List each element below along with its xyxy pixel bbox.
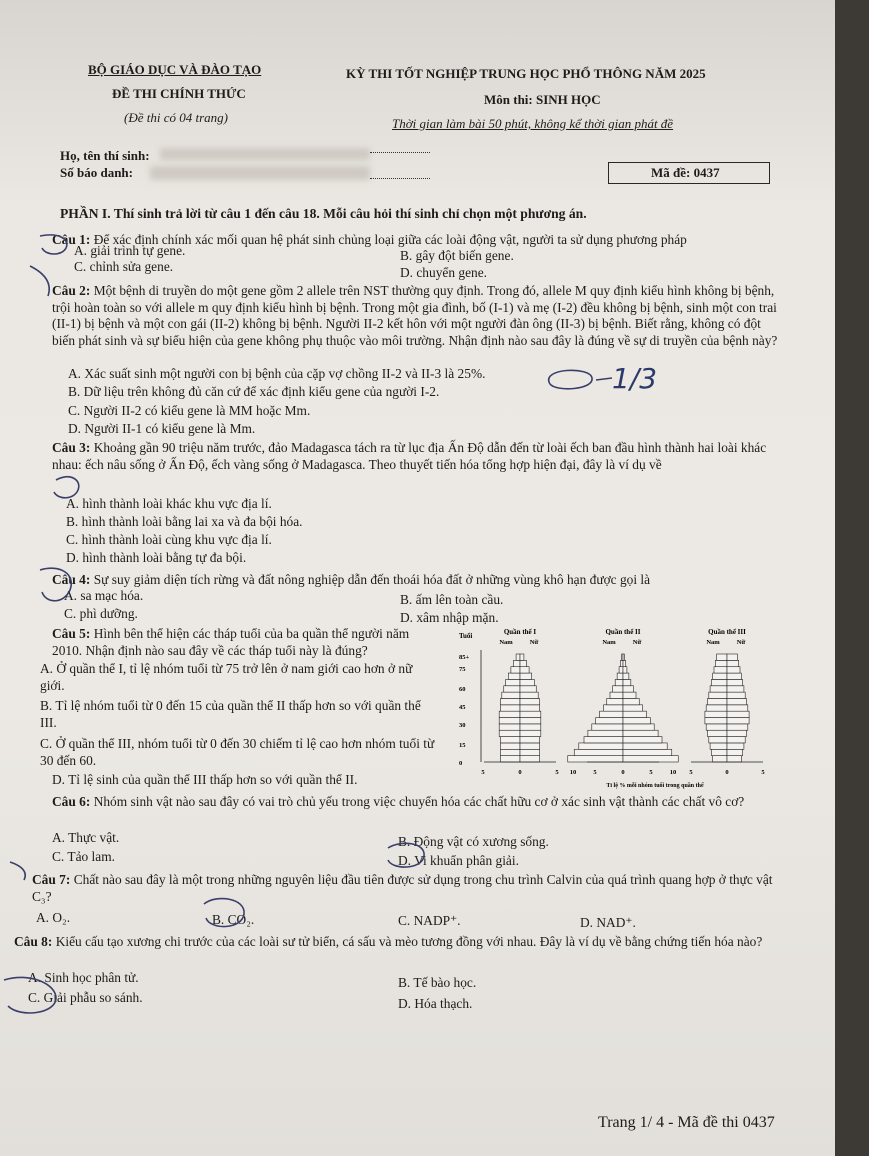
pyramid-bar-female (623, 686, 633, 692)
pyramid-bar-male (706, 705, 727, 711)
sex-label-male: Nam (499, 639, 513, 646)
y-axis-label: Tuổi (459, 632, 473, 640)
q7-option-a[interactable]: A. O₂. (36, 910, 71, 925)
question-2 (52, 283, 782, 349)
q2-stem: Một bệnh di truyền do một gene gồm 2 allele trên NST thường quy định. Trong đó, allele M quy định kiểu hình không bị bệnh, trội hoàn toàn so với allele m quy định kiểu hình bị bệnh. Trong một gia đình, bố (I-1) và mẹ (I-2) đều không bị bệnh, sinh một con trai (II-1) bị bệnh và một con gái (II-2) không bị bệnh. Người II-2 kết hôn với một người đàn ông (II-3) bị bệnh. Biết rằng, không có đột biến phát sinh và sự biểu hiện của gene không phụ thuộc vào môi trường. Nhận định nào sau đây là đúng về sự di truyền của bệnh này? (52, 283, 778, 348)
pen-circle-25 (549, 370, 592, 389)
question-7 (32, 872, 792, 905)
x-tick-label: 10 (669, 769, 677, 776)
q7-option-d[interactable]: D. NAD⁺. (580, 915, 636, 930)
pyramid-bar-male (617, 673, 623, 679)
pyramid-bar-male (516, 654, 520, 660)
q2-option-b[interactable]: B. Dữ liệu trên không đủ căn cứ để xác định kiểu gene của người I-2. (68, 384, 440, 399)
q3-number: Câu 3: (52, 440, 91, 455)
pyramid-bar-female (623, 679, 631, 685)
handwritten-note: 1/3 (612, 362, 658, 395)
pyramid-bar-male (709, 692, 727, 698)
pyramid-bar-male (619, 667, 623, 673)
pyramid-title: Quần thể III (708, 628, 746, 636)
x-tick-label: 5 (593, 769, 597, 776)
q5-option-d[interactable]: D. Tỉ lệ sinh của quần thể III thấp hơn so với quần thể II. (52, 772, 358, 787)
pyramid-bar-female (520, 743, 540, 749)
pyramid-bar-female (623, 749, 672, 755)
pyramid-bar-female (520, 654, 524, 660)
q3-option-b[interactable]: B. hình thành loài bằng lai xa và đa bội hóa. (66, 514, 303, 529)
q2-option-c[interactable]: C. Người II-2 có kiểu gene là MM hoặc Mm. (68, 403, 311, 418)
pyramid-bar-male (710, 743, 727, 749)
x-tick-label: 0 (518, 769, 522, 776)
x-tick-label: 5 (649, 769, 653, 776)
q5-number: Câu 5: (52, 626, 91, 641)
pyramid-bar-female (520, 756, 540, 762)
question-6 (52, 794, 782, 811)
pyramid-bar-male (711, 679, 727, 685)
x-tick-label: 0 (725, 769, 729, 776)
redacted-name (160, 148, 370, 160)
pyramid-bar-male (499, 711, 520, 717)
y-tick-label: 85+ (459, 654, 470, 661)
pyramid-bar-female (623, 711, 646, 717)
y-tick-label: 45 (459, 704, 466, 711)
pyramid-bar-female (727, 724, 748, 730)
sex-label-female: Nữ (736, 639, 746, 646)
pyramid-bar-male (592, 724, 623, 730)
question-4 (52, 572, 782, 589)
name-dots (370, 152, 430, 153)
q4-option-d[interactable]: D. xâm nhập mặn. (400, 610, 499, 625)
official-label: ĐỀ THI CHÍNH THỨC (112, 86, 246, 101)
q4-option-b[interactable]: B. ấm lên toàn cầu. (400, 592, 504, 607)
q3-option-c[interactable]: C. hình thành loài cùng khu vực địa lí. (66, 532, 272, 547)
pyramid-bar-female (520, 667, 529, 673)
exam-title: KỲ THI TỐT NGHIỆP TRUNG HỌC PHỔ THÔNG NĂM 2025 (346, 66, 706, 81)
pyramid-bar-male (615, 679, 623, 685)
q8-option-d[interactable]: D. Hóa thạch. (398, 996, 473, 1011)
pyramid-bar-female (727, 654, 737, 660)
subject: Môn thi: SINH HỌC (484, 92, 601, 107)
q8-option-a[interactable]: A. Sinh học phân tử. (28, 970, 139, 985)
q4-stem: Sự suy giảm diện tích rừng và đất nông nghiệp dẫn đến thoái hóa đất ở những vùng khô hạn được gọi là (93, 572, 651, 587)
q6-stem: Nhóm sinh vật nào sau đây có vai trò chủ yếu trong việc chuyển hóa các chất hữu cơ ở xác sinh vật thành các chất vô cơ? (93, 794, 745, 809)
q5-option-a[interactable]: A. Ở quần thể I, tỉ lệ nhóm tuổi từ 75 trở lên ở nam giới cao hơn ở nữ giới. (40, 661, 413, 693)
q5-stem: Hình bên thể hiện các tháp tuổi của ba quần thể người năm 2010. Nhận định nào sau đây về các tháp tuổi này là đúng? (52, 626, 410, 658)
pyramid-bar-male (579, 743, 623, 749)
q3-stem: Khoảng gần 90 triệu năm trước, đảo Madagasca tách ra từ lục địa Ấn Độ dẫn đến từ loài ếch ban đầu hình thành hai loài khác nhau: ếch nâu sống ở Ấn Độ, ếch vàng sống ở Madagasca. Theo thuyết tiến hóa tổng hợp hiện đại, đây là ví dụ về (52, 440, 767, 472)
pyramid-bar-male (506, 679, 520, 685)
pyramid-bar-male (708, 730, 728, 736)
q4-number: Câu 4: (52, 572, 91, 587)
pyramid-bar-female (727, 743, 744, 749)
pyramid-bar-female (623, 673, 629, 679)
pyramid-bar-male (713, 756, 727, 762)
exam-code-box (608, 162, 770, 184)
pyramid-bar-male (501, 756, 521, 762)
pyramid-bar-male (709, 737, 727, 743)
redacted-id (150, 166, 370, 180)
q8-number: Câu 8: (14, 934, 53, 949)
x-tick-label: 0 (621, 769, 625, 776)
pyramid-bar-female (520, 692, 538, 698)
q7-stem: Chất nào sau đây là một trong những nguyên liệu đầu tiên được sử dụng trong chu trình Calvin của quá trình quang hợp ở thực vật C₃? (32, 872, 773, 904)
pyramid-bar-male (502, 692, 520, 698)
x-tick-label: 5 (555, 769, 559, 776)
x-tick-label: 5 (481, 769, 485, 776)
pyramid-bar-female (520, 724, 541, 730)
pyramid-bar-male (584, 737, 623, 743)
x-tick-label: 5 (761, 769, 765, 776)
y-tick-label: 0 (459, 760, 463, 767)
q7-number: Câu 7: (32, 872, 71, 887)
pyramid-bar-male (501, 743, 521, 749)
pyramid-bar-male (501, 749, 521, 755)
ministry-name: BỘ GIÁO DỤC VÀ ĐÀO TẠO (88, 62, 262, 77)
q1-number: Câu 1: (52, 232, 91, 247)
pyramid-bar-female (727, 692, 745, 698)
pen-mark-q2 (30, 266, 49, 296)
pyramid-bar-female (520, 737, 540, 743)
q5-option-b[interactable]: B. Tỉ lệ nhóm tuổi từ 0 đến 15 của quần thể II thấp hơn so với quần thể III. (40, 698, 421, 730)
pyramid-bar-male (514, 660, 521, 666)
y-tick-label: 15 (459, 742, 466, 749)
x-axis-label: Tỉ lệ % mỗi nhóm tuổi trong quần thể (606, 783, 704, 789)
q8-option-b[interactable]: B. Tế bào học. (398, 975, 477, 990)
q5-option-c[interactable]: C. Ở quần thể III, nhóm tuổi từ 0 đến 30 chiếm tỉ lệ cao hơn nhóm tuổi từ 30 đến 60. (40, 736, 435, 768)
pyramid-bar-male (600, 711, 623, 717)
pyramid-bar-female (623, 756, 678, 762)
q1-option-d[interactable]: D. chuyển gene. (400, 265, 488, 280)
exam-code: Mã đề: 0437 (651, 165, 720, 180)
pyramid-bar-female (623, 667, 627, 673)
q1-option-b[interactable]: B. gây đột biến gene. (400, 248, 514, 263)
pyramid-bar-male (596, 718, 623, 724)
q8-stem: Kiểu cấu tạo xương chi trước của các loài sư tử biển, cá sấu và mèo tương đồng với nhau. Đây là ví dụ về bằng chứng tiến hóa nào? (55, 934, 763, 949)
q3-option-a[interactable]: A. hình thành loài khác khu vực địa lí. (66, 496, 272, 511)
pyramid-bar-female (727, 705, 748, 711)
x-tick-label: 5 (689, 769, 693, 776)
pyramid-bar-female (520, 749, 540, 755)
pyramid-bar-female (520, 730, 541, 736)
pyramid-bar-female (727, 718, 749, 724)
candidate-id-label: Số báo danh: (60, 165, 133, 180)
y-tick-label: 75 (459, 666, 466, 673)
pyramid-bar-female (520, 679, 534, 685)
pyramid-bar-male (706, 724, 727, 730)
pyramid-bar-female (727, 730, 747, 736)
pyramid-bar-female (520, 711, 541, 717)
pyramid-bar-male (717, 654, 727, 660)
pyramid-bar-male (508, 673, 520, 679)
pyramid-bar-male (714, 667, 727, 673)
pyramid-bar-female (623, 737, 662, 743)
pen-circle-q3a (54, 477, 79, 498)
q6-option-a[interactable]: A. Thực vật. (52, 830, 120, 845)
question-8 (14, 934, 804, 951)
sex-label-female: Nữ (529, 639, 539, 646)
pyramid-bar-female (623, 692, 636, 698)
pyramid-bar-female (727, 711, 749, 717)
y-tick-label: 60 (459, 686, 466, 693)
q2-option-a[interactable]: A. Xác suất sinh một người con bị bệnh của cặp vợ chồng II-2 và II-3 là 25%. (68, 366, 486, 381)
age-pyramid-chart (455, 624, 785, 794)
pyramid-bar-male (501, 698, 521, 704)
pyramid-bar-male (711, 749, 727, 755)
pyramid-bar-female (727, 660, 739, 666)
candidate-name-label: Họ, tên thí sinh: (60, 148, 150, 163)
pyramid-bar-male (604, 705, 624, 711)
x-tick-label: 10 (569, 769, 577, 776)
pyramid-bar-female (623, 730, 658, 736)
pyramid-bar-female (623, 698, 639, 704)
pyramid-bar-male (610, 692, 623, 698)
pyramid-bar-male (715, 660, 727, 666)
question-5 (52, 626, 442, 659)
pyramid-bar-female (520, 698, 540, 704)
pyramid-bar-male (499, 718, 520, 724)
pages-note: (Đề thi có 04 trang) (124, 110, 228, 125)
pyramid-bar-female (727, 673, 741, 679)
pyramid-bar-female (520, 673, 532, 679)
pyramid-bar-male (499, 730, 520, 736)
q1-option-c[interactable]: C. chỉnh sửa gene. (74, 259, 174, 274)
q6-option-c[interactable]: C. Tảo lam. (52, 849, 115, 864)
q6-number: Câu 6: (52, 794, 91, 809)
pyramid-bar-female (623, 660, 626, 666)
pyramid-bar-male (501, 705, 521, 711)
q7-option-b[interactable]: B. CO₂. (212, 912, 255, 927)
pyramid-bar-female (727, 667, 740, 673)
pyramid-bar-female (520, 705, 540, 711)
pyramid-bar-male (613, 686, 623, 692)
pyramid-bar-female (727, 749, 743, 755)
q4-option-c[interactable]: C. phì dưỡng. (64, 606, 138, 621)
pyramid-bar-female (727, 698, 747, 704)
pyramid-bar-female (623, 718, 650, 724)
pyramid-bar-female (623, 654, 624, 660)
q2-number: Câu 2: (52, 283, 91, 298)
q7-option-c[interactable]: C. NADP⁺. (398, 913, 461, 928)
pyramid-bar-male (499, 724, 520, 730)
q3-option-d[interactable]: D. hình thành loài bằng tự đa bội. (66, 550, 247, 565)
q1-stem: Để xác định chính xác mối quan hệ phát sinh chủng loại giữa các loài động vật, người ta sử dụng phương pháp (93, 232, 687, 247)
pyramid-bar-female (520, 718, 541, 724)
pyramid-bar-male (511, 667, 520, 673)
pyramid-bar-male (713, 673, 727, 679)
pyramid-bar-male (568, 756, 623, 762)
pen-mark-q7 (10, 862, 25, 880)
pyramid-bar-male (574, 749, 623, 755)
q1-option-a[interactable]: A. giải trình tự gene. (74, 243, 186, 258)
pyramid-bar-female (520, 660, 527, 666)
q6-option-d[interactable]: D. Vi khuẩn phân giải. (398, 853, 519, 868)
pyramid-bar-male (501, 737, 521, 743)
time-note: Thời gian làm bài 50 phút, không kể thời gian phát đề (392, 116, 674, 131)
pyramid-title: Quần thể II (605, 628, 641, 636)
pyramid-bar-female (727, 686, 744, 692)
pyramid-bar-male (710, 686, 727, 692)
pyramid-bar-female (623, 724, 654, 730)
pyramid-bar-female (623, 705, 643, 711)
sex-label-male: Nam (602, 639, 616, 646)
pyramid-bar-female (727, 679, 743, 685)
question-3 (52, 440, 782, 473)
part1-instruction: PHẦN I. Thí sinh trả lời từ câu 1 đến câu 18. Mỗi câu hỏi thí sinh chỉ chọn một phương án. (60, 206, 587, 221)
pyramid-bar-male (705, 711, 727, 717)
pyramid-bar-female (727, 737, 745, 743)
pyramid-bar-female (623, 743, 667, 749)
pyramid-bar-male (504, 686, 520, 692)
q2-option-d[interactable]: D. Người II-1 có kiểu gene là Mm. (68, 421, 256, 436)
pyramid-bar-female (520, 686, 536, 692)
sex-label-male: Nam (706, 639, 720, 646)
pen-arrow (596, 378, 612, 380)
sex-label-female: Nữ (632, 639, 642, 646)
pyramid-bar-male (588, 730, 623, 736)
q4-option-a[interactable]: A. sa mạc hóa. (64, 588, 144, 603)
page-footer: Trang 1/ 4 - Mã đề thi 0437 (598, 1114, 775, 1131)
pyramid-bar-male (620, 660, 623, 666)
pyramid-title: Quần thể I (503, 628, 537, 636)
pyramid-bar-male (705, 718, 727, 724)
pyramid-bar-male (607, 698, 623, 704)
id-dots (370, 178, 430, 179)
y-tick-label: 30 (459, 722, 466, 729)
pyramid-bar-female (727, 756, 741, 762)
pyramid-bar-male (708, 698, 728, 704)
q8-option-c[interactable]: C. Giải phẫu so sánh. (28, 990, 143, 1005)
q6-option-b[interactable]: B. Động vật có xương sống. (398, 834, 549, 849)
